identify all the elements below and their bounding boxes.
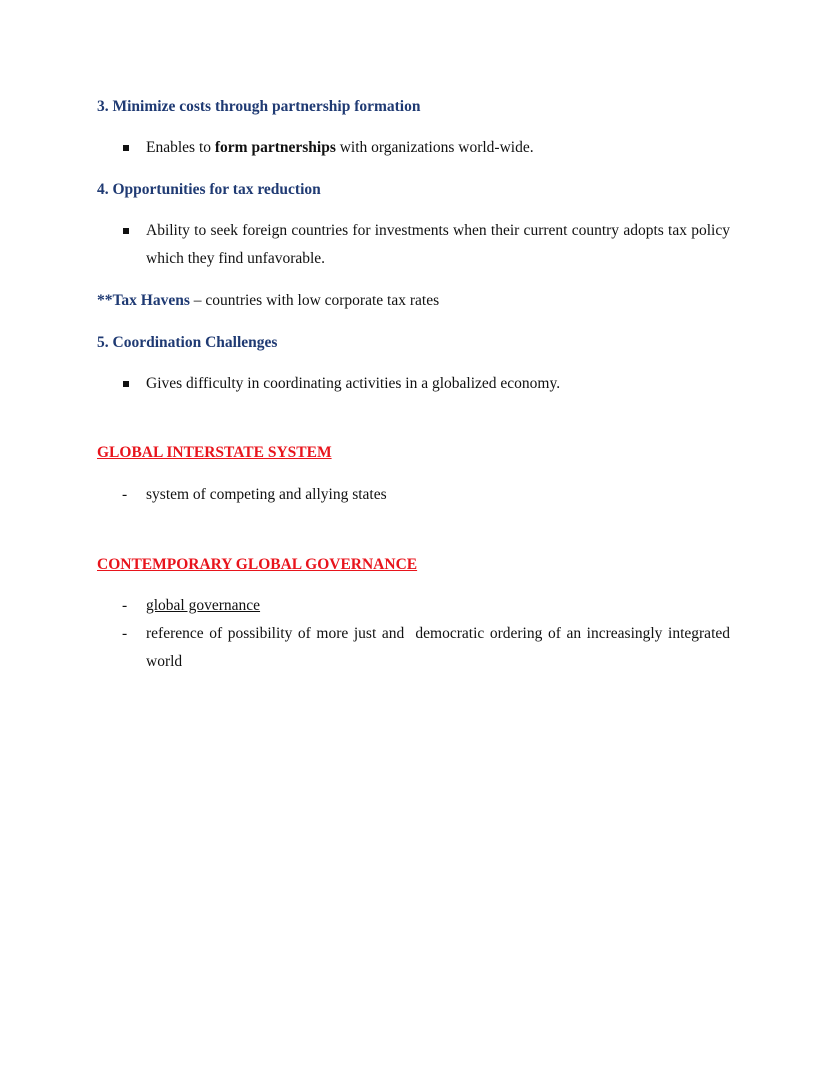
heading-tax-reduction: 4. Opportunities for tax reduction <box>97 181 321 198</box>
tax-havens-note <box>97 287 439 315</box>
dash-marker: - <box>122 625 128 642</box>
bullet-square-icon <box>123 145 129 151</box>
dash-marker: - <box>122 597 128 614</box>
underlined-text: global governance <box>146 597 261 614</box>
heading-minimize-costs: 3. Minimize costs through partnership formation <box>97 98 421 115</box>
term: Tax Havens <box>112 292 190 309</box>
list-item: reference of possibility of more just and democratic ordering of an increasingly integrated world <box>146 625 734 670</box>
definition: – countries with low corporate tax rates <box>189 292 440 309</box>
bullet-coordination: Gives difficulty in coordinating activities in a globalized economy. <box>146 375 561 392</box>
asterisks: ** <box>97 292 113 309</box>
bullet-square-icon <box>123 228 129 234</box>
bullet-tax-reduction: Ability to seek foreign countries for investments when their current country adopts tax policy which they find unfavorable. <box>146 222 730 267</box>
text: Enables to <box>146 139 215 156</box>
section-title-global-interstate: GLOBAL INTERSTATE SYSTEM <box>97 444 332 461</box>
bold-text: form partnerships <box>214 139 336 156</box>
bullet-form-partnerships <box>146 134 730 162</box>
bullet-square-icon <box>123 381 129 387</box>
section-title-contemporary: CONTEMPORARY GLOBAL GOVERNANCE <box>97 556 418 573</box>
dash-marker: - <box>122 486 128 503</box>
list-item <box>146 592 730 620</box>
heading-coordination: 5. Coordination Challenges <box>97 334 278 351</box>
text: with organizations world-wide. <box>335 139 534 156</box>
list-item: system of competing and allying states <box>146 486 387 503</box>
